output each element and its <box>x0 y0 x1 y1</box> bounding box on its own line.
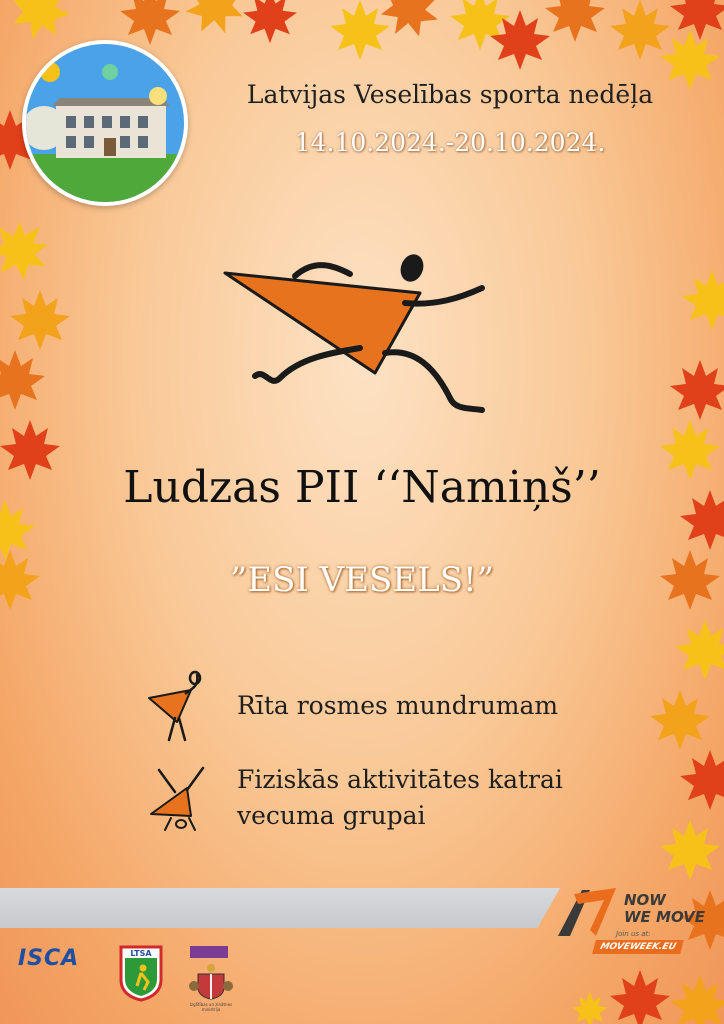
activity-label-line1: Fiziskās aktivitātes katrai <box>237 765 563 794</box>
activity-morning-exercise <box>145 670 615 742</box>
slogan: ”ESI VESELS!” <box>229 560 495 600</box>
move-week-site-link: MOVEWEEK.EU <box>592 940 684 954</box>
activity-label-line2: vecuma grupai <box>237 801 426 830</box>
ministry-color-bar <box>190 946 228 958</box>
ltsa-logo <box>118 944 164 1002</box>
coat-of-arms-icon <box>188 962 234 1002</box>
ministry-caption: Izglītības un zinātnes ministrija <box>189 1002 233 1012</box>
stick-figure-jump-icon <box>145 762 215 834</box>
stick-figure-stretch-icon <box>145 670 215 742</box>
running-figure-logo <box>220 248 490 418</box>
footer-band <box>0 888 560 928</box>
move-week-we-move: WE MOVE <box>624 908 706 926</box>
event-dates: 14.10.2024.-20.10.2024. <box>294 128 606 157</box>
activity-label <box>237 762 563 834</box>
move-week-title <box>624 892 705 926</box>
event-title: Latvijas Veselības sporta nedēļa <box>246 80 654 109</box>
school-name: Ludzas PII ‘‘Namiņš’’ <box>123 462 601 513</box>
activity-label: Rīta rosmes mundrumam <box>237 691 559 720</box>
activity-physical-all-ages <box>145 762 615 842</box>
move-week-mark-icon <box>556 886 620 942</box>
move-week-join: Join us at: <box>616 930 651 938</box>
svg-text:LTSA: LTSA <box>130 949 152 958</box>
move-week-logo <box>556 886 706 958</box>
isca-logo: ISCA <box>18 946 80 971</box>
ministry-logo <box>188 944 234 1014</box>
school-photo <box>22 40 188 206</box>
move-week-now: NOW <box>624 891 666 909</box>
